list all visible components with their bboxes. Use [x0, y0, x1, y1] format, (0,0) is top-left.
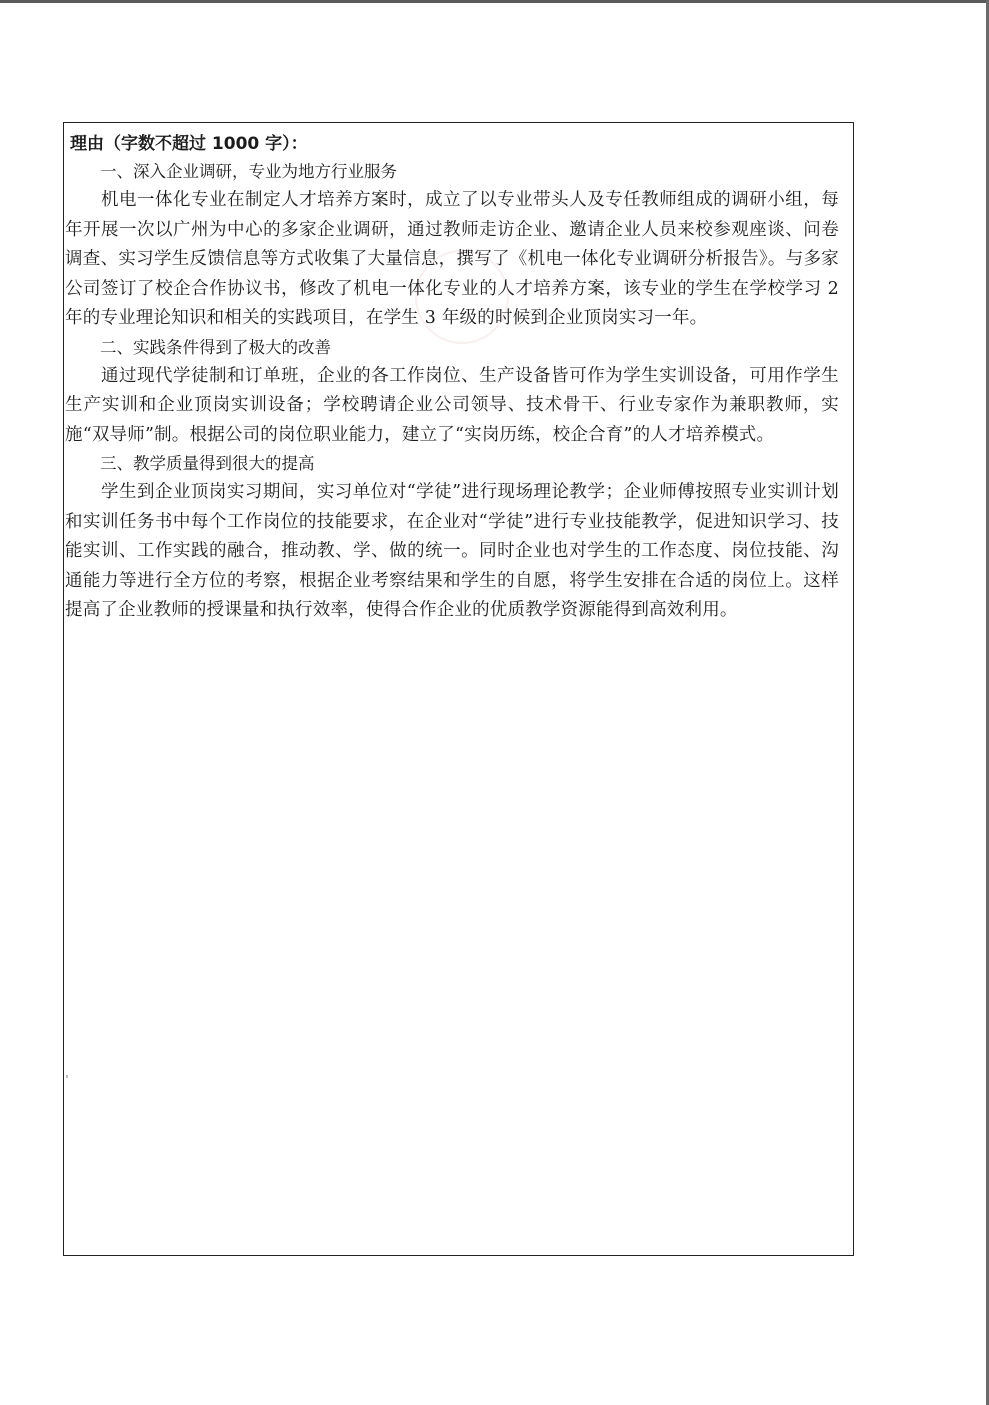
- section-1-title: 一、深入企业调研，专业为地方行业服务: [100, 162, 397, 181]
- scan-edge-top: [0, 0, 989, 3]
- section-3-title: 三、教学质量得到很大的提高: [100, 454, 315, 473]
- section-2-title: 二、实践条件得到了极大的改善: [100, 337, 331, 357]
- reason-form-box: [63, 122, 854, 1256]
- section-2-body: 通过现代学徒制和订单班，企业的各工作岗位、生产设备皆可作为学生实训设备，可用作学生生产实训和企业顶岗实训设备；学校聘请企业公司领导、技术骨干、行业专家作为兼职教师，实施“双导师”制。根据公司的岗位职业能力，建立了“实岗历练，校企合育”的人才培养模式。: [65, 365, 839, 445]
- reason-heading: 理由（字数不超过 1000 字）：: [70, 134, 308, 154]
- section-3-body: 学生到企业顶岗实习期间，实习单位对“学徒”进行现场理论教学；企业师傅按照专业实训计划和实训任务书中每个工作岗位的技能要求，在企业对“学徒”进行专业技能教学，促进知识学习、技能实训、工作实践的融合，推动教、学、做的统一。同时企业也对学生的工作态度、岗位技能、沟通能力等进行全方位的考察，根据企业考察结果和学生的自愿，将学生安排在合适的岗位上。这样提高了企业教师的授课量和执行效率，使得合作企业的优质教学资源能得到高效利用。: [65, 482, 839, 620]
- section-1-body: 机电一体化专业在制定人才培养方案时，成立了以专业带头人及专任教师组成的调研小组，每年开展一次以广州为中心的多家企业调研，通过教师走访企业、邀请企业人员来校参观座谈、问卷调查、实习学生反馈信息等方式收集了大量信息，撰写了《机电一体化专业调研分析报告》。与多家公司签订了校企合作协议书，修改了机电一体化专业的人才培养方案，该专业的学生在学校学习 2 年的专业理论知识和相关的实践项目，在学生 3 年级的时候到企业顶岗实习一年。: [65, 190, 839, 328]
